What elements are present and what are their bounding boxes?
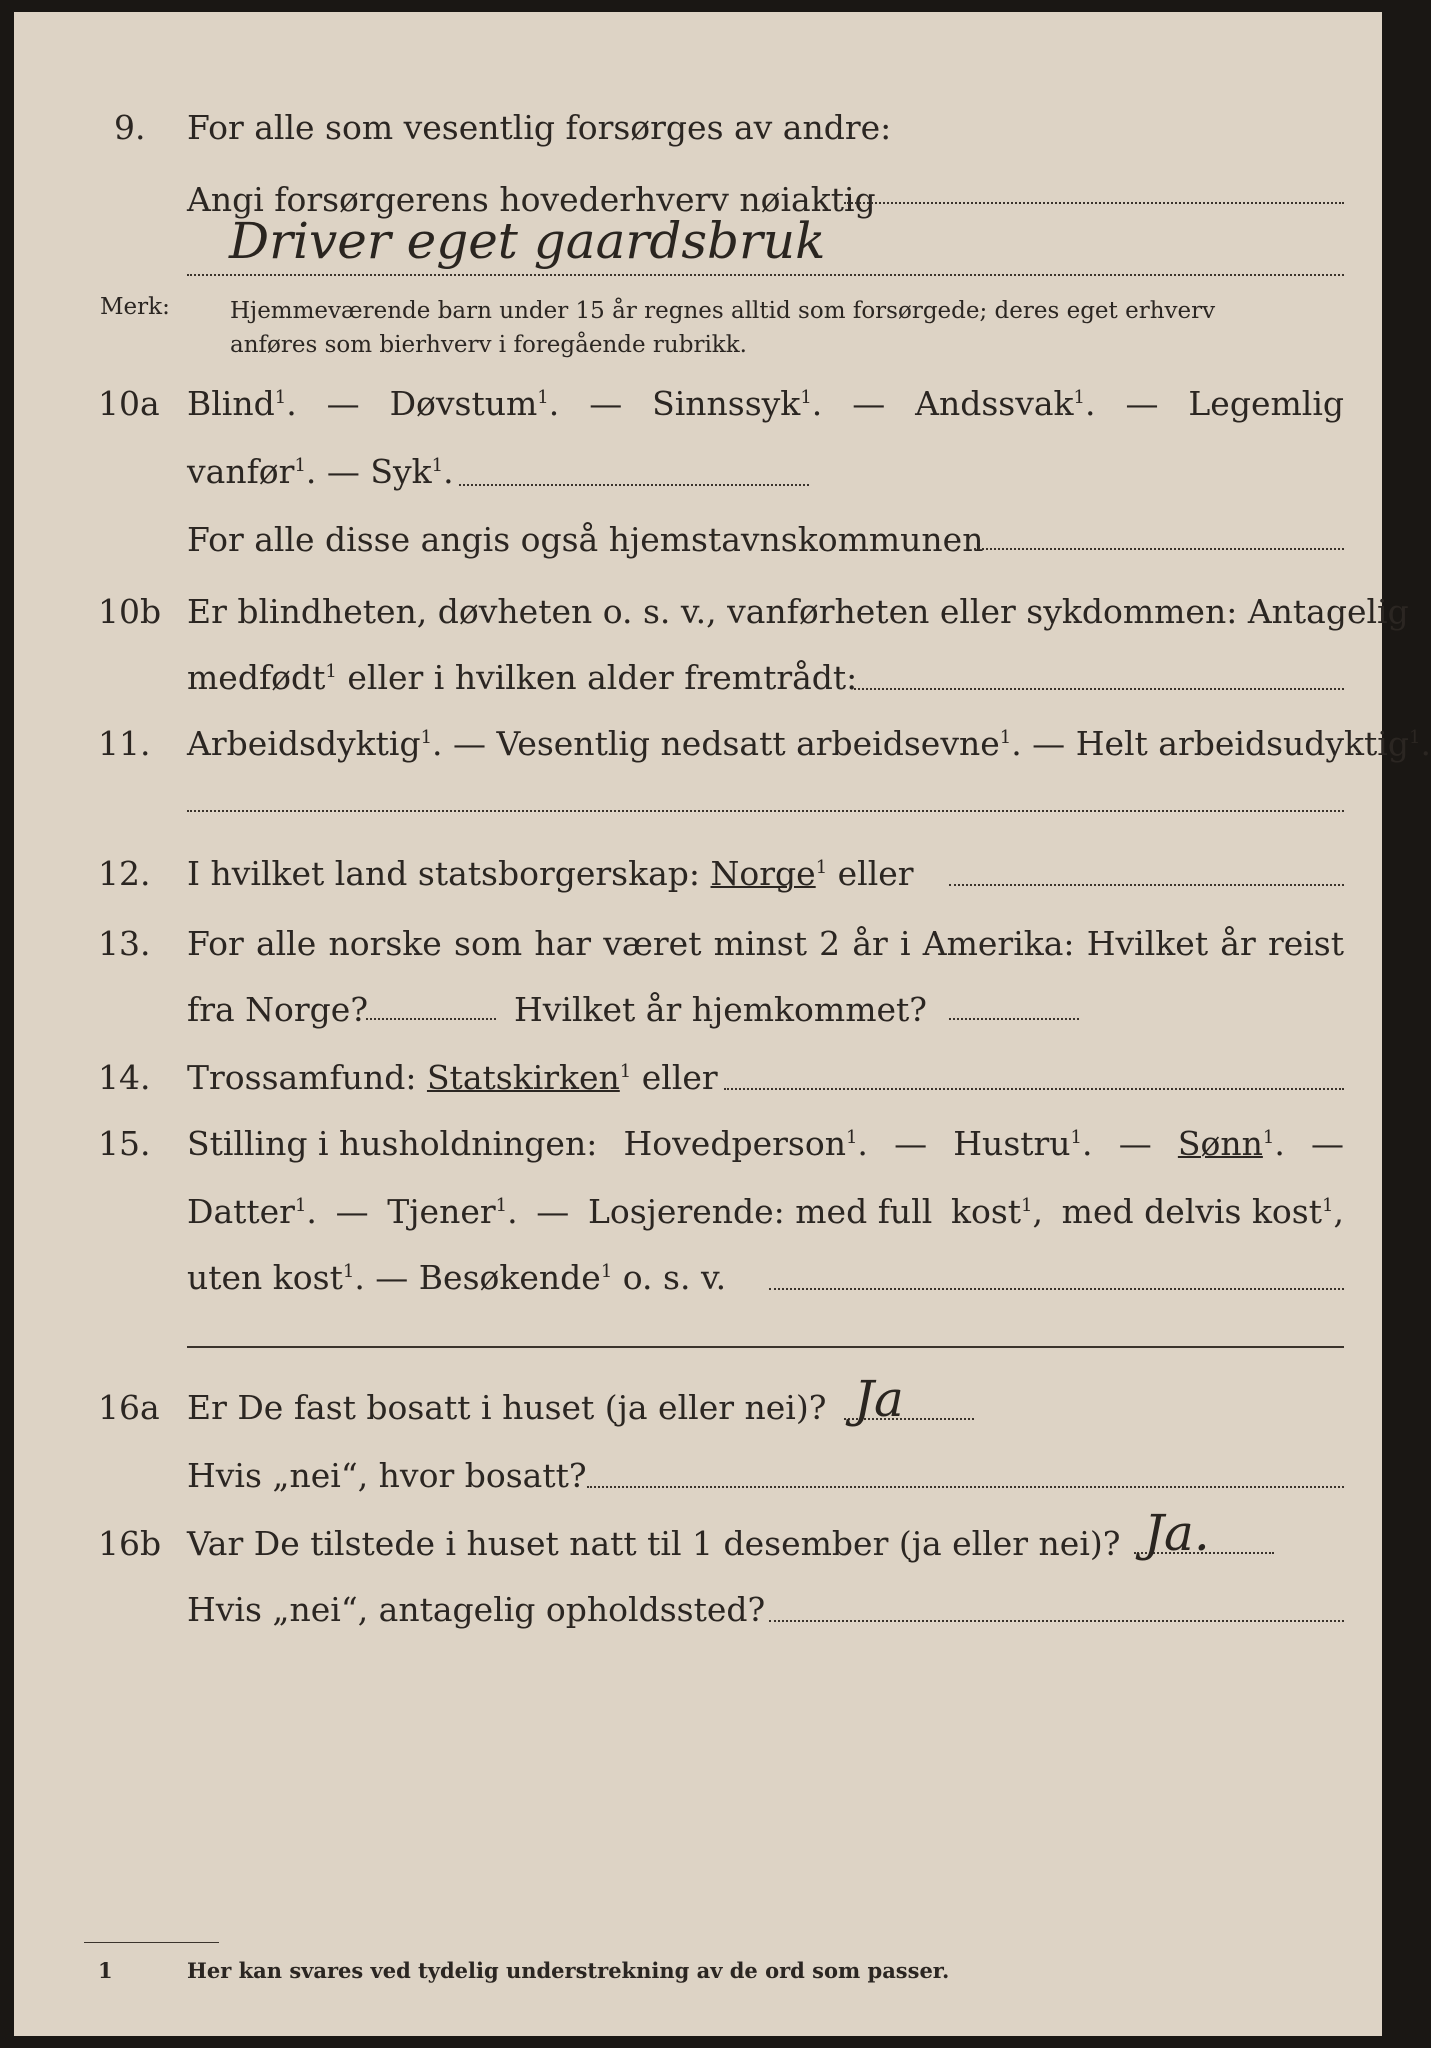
section-16a-answer-line-2 [587, 1486, 1344, 1488]
section-10a-line2: vanfør$^1$. — Syk$^1$. [187, 452, 454, 491]
section-9-answer-line [844, 202, 1344, 204]
section-13-number: 13. [98, 924, 151, 963]
section-15-number: 15. [98, 1124, 151, 1163]
section-15-line2: Datter$^1$. — Tjener$^1$. — Losjerende: med full kost$^1$, med delvis kost$^1$, [187, 1192, 1344, 1231]
section-14-answer-line [724, 1088, 1344, 1090]
underlined-sonn: Sønn [1177, 1124, 1263, 1163]
dash: — [589, 384, 623, 423]
option-andssvak: Andssvak$^1$. [915, 384, 1096, 423]
section-9-answer-line-2 [187, 274, 1344, 276]
section-10b-answer-line [854, 688, 1344, 690]
section-13-q1: fra Norge? [187, 990, 369, 1029]
section-12-number: 12. [98, 854, 151, 893]
section-16b-followup: Hvis „nei“, antagelig opholdssted? [187, 1590, 766, 1629]
section-10b-line2: medfødt$^1$ eller i hvilken alder fremtrådt: [187, 658, 858, 697]
section-16a-followup: Hvis „nei“, hvor bosatt? [187, 1456, 587, 1495]
option-legemlig: Legemlig [1188, 384, 1344, 423]
note-text-line2: anføres som bierhverv i foregående rubrikk. [230, 332, 747, 358]
section-15-line3: uten kost$^1$. — Besøkende$^1$ o. s. v. [187, 1258, 727, 1297]
section-9-label: Angi forsørgerens hovederhverv nøiaktig [187, 180, 876, 219]
option-dovstum: Døvstum$^1$. [389, 384, 560, 423]
section-10b-number: 10b [98, 592, 162, 631]
section-13-answer-line-2 [949, 1018, 1079, 1020]
underlined-statskirken: Statskirken [426, 1058, 620, 1097]
section-13-line1: For alle norske som har været minst 2 år i Amerika: Hvilket år reist [187, 924, 1344, 963]
section-16b-answer-line-2 [769, 1620, 1344, 1622]
section-10b-line1: Er blindheten, døvheten o. s. v., vanførheten eller sykdommen: Antagelig [187, 592, 1409, 631]
option-sinnssyk: Sinnssyk$^1$. [652, 384, 823, 423]
section-14-question: Trossamfund: Statskirken$^1$ eller [187, 1058, 718, 1097]
section-16a-number: 16a [98, 1388, 160, 1427]
section-10a-number: 10a [98, 384, 160, 423]
section-10a-options [187, 384, 1344, 424]
section-9-handwritten-answer: Driver eget gaardsbruk [229, 212, 826, 270]
footnote-rule [84, 1942, 219, 1943]
section-16b-number: 16b [98, 1524, 162, 1563]
underlined-norge: Norge [710, 854, 816, 893]
section-15-line1: Stilling i husholdningen: Hovedperson$^1$. — Hustru$^1$. — Sønn$^1$. — [187, 1124, 1344, 1163]
section-15-answer-line-2 [187, 1346, 1344, 1348]
footnote-text: Her kan svares ved tydelig understrekning av de ord som passer. [187, 1958, 950, 1983]
form-page [14, 12, 1431, 2036]
section-11-options: Arbeidsdyktig$^1$. — Vesentlig nedsatt arbeidsevne$^1$. — Helt arbeidsudyktig$^1$. [187, 724, 1431, 763]
section-12-question: I hvilket land statsborgerskap: Norge$^1$ eller [187, 854, 914, 893]
section-9-question: For alle som vesentlig forsørges av andre: [187, 108, 892, 147]
option-blind: Blind$^1$. [187, 384, 297, 423]
section-11-number: 11. [98, 724, 151, 763]
dash: — [326, 384, 360, 423]
section-16a-handwritten-answer: Ja [854, 1370, 904, 1428]
section-9-number: 9. [114, 108, 146, 147]
section-15-answer-line [769, 1288, 1344, 1290]
dash: — [1125, 384, 1159, 423]
section-14-number: 14. [98, 1058, 151, 1097]
section-10a-line3: For alle disse angis også hjemstavnskommunen [187, 520, 984, 559]
section-10a-answer-line-2 [974, 548, 1344, 550]
section-16b-handwritten-answer: Ja. [1144, 1504, 1210, 1562]
dash: — [852, 384, 886, 423]
section-16a-question: Er De fast bosatt i huset (ja eller nei)? [187, 1388, 827, 1427]
section-13-q2: Hvilket år hjemkommet? [514, 990, 927, 1029]
section-12-answer-line [949, 884, 1344, 886]
section-10a-answer-line [459, 484, 809, 486]
footnote-marker: 1 [98, 1958, 113, 1983]
note-text-line1: Hjemmeværende barn under 15 år regnes alltid som forsørgede; deres eget erhverv [230, 298, 1216, 324]
section-11-answer-line [187, 810, 1344, 812]
section-13-answer-line-1 [366, 1018, 496, 1020]
note-label: Merk: [100, 294, 170, 320]
section-16b-question: Var De tilstede i huset natt til 1 desember (ja eller nei)? [187, 1524, 1121, 1563]
